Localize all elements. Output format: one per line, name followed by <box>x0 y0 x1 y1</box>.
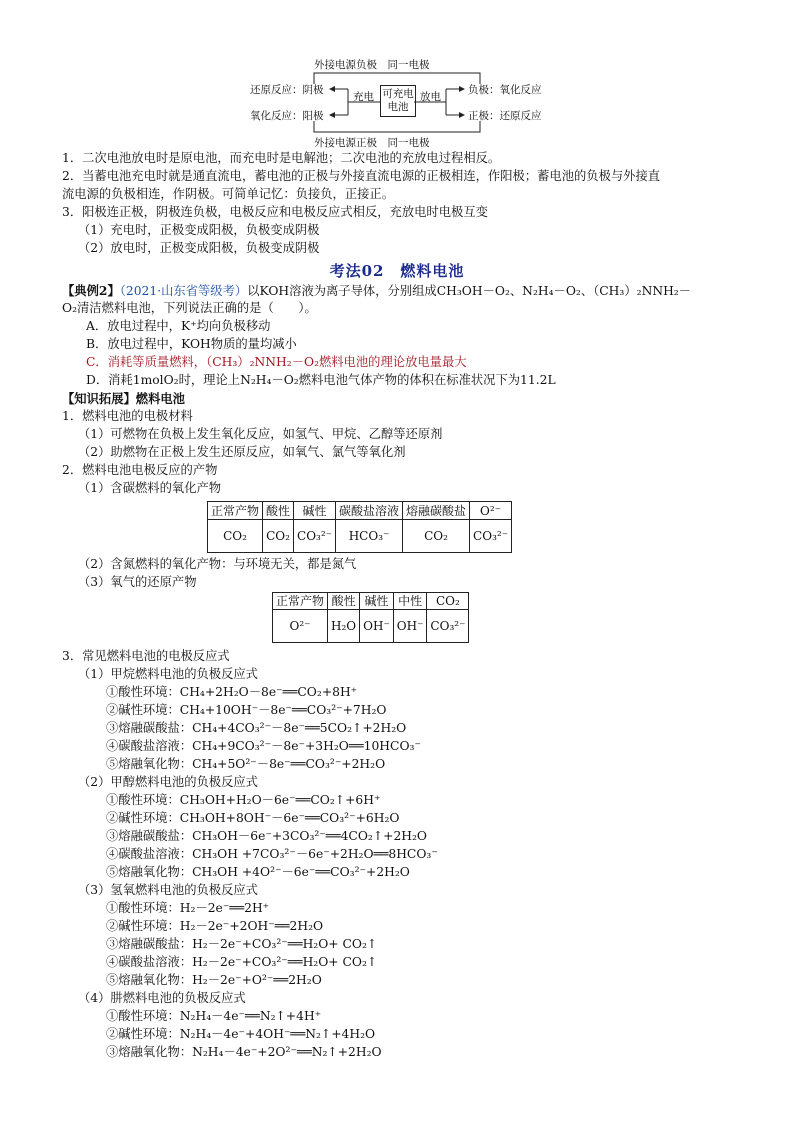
hydrazine-eq-3: ③熔融氧化物：N₂H₄－4e⁻+2O²⁻══N₂↑+2H₂O <box>106 1045 382 1059</box>
table-cell: H₂O <box>328 610 360 643</box>
charge-discharge-diagram <box>248 55 548 150</box>
knowledge-1-2: （2）助燃物在正极上发生还原反应，如氧气、氯气等氧化剂 <box>78 445 406 459</box>
example-source: （2021·山东省等级考） <box>119 284 248 298</box>
example-stem-a <box>62 282 691 300</box>
diagram-discharge-label: 放电 <box>420 91 441 103</box>
line-3-2: （2）放电时，正极变成阳极，负极变成阴极 <box>78 241 320 255</box>
methanol-title: （2）甲醇燃料电池的负极反应式 <box>78 775 258 789</box>
hydrogen-eq-2: ②碱性环境：H₂－2e⁻+2OH⁻══2H₂O <box>106 919 324 933</box>
diagram-right-top: 负极：氧化反应 <box>468 84 542 96</box>
carbon-products-table <box>207 501 512 553</box>
table-header: 熔融碳酸盐 <box>403 502 470 520</box>
methane-title: （1）甲烷燃料电池的负极反应式 <box>78 667 258 681</box>
hydrogen-eq-5: ⑤熔融氧化物：H₂－2e⁻+O²⁻══2H₂O <box>106 973 322 987</box>
methanol-eq-5: ⑤熔融氧化物：CH₃OH +4O²⁻－6e⁻══CO₃²⁻+2H₂O <box>106 865 410 879</box>
table-cell: CO₂ <box>403 520 470 553</box>
table-cell: CO₂ <box>208 520 263 553</box>
methanol-eq-3: ③熔融碳酸盐：CH₃OH－6e⁻+3CO₃²⁻══4CO₂↑+2H₂O <box>106 829 428 843</box>
methanol-eq-2: ②碱性环境：CH₃OH+8OH⁻－6e⁻══CO₃²⁻+6H₂O <box>106 811 400 825</box>
line-3: 3．阳极连正极，阴极连负极，电极反应和电极反应式相反，充放电时电极互变 <box>62 205 488 219</box>
option-b: B．放电过程中，KOH物质的量均减小 <box>86 337 297 351</box>
diagram-right-bottom: 正极：还原反应 <box>468 110 542 122</box>
methane-eq-4: ④碳酸盐溶液：CH₄+9CO₃²⁻－8e⁻+3H₂O══10HCO₃⁻ <box>106 739 421 753</box>
table-cell: CO₃²⁻ <box>294 520 336 553</box>
hydrazine-eq-1: ①酸性环境：N₂H₄－4e⁻══N₂↑+4H⁺ <box>106 1009 322 1023</box>
methane-eq-1: ①酸性环境：CH₄+2H₂O－8e⁻══CO₂+8H⁺ <box>106 685 358 699</box>
methane-eq-3: ③熔融碳酸盐：CH₄+4CO₃²⁻－8e⁻══5CO₂↑+2H₂O <box>106 721 407 735</box>
section-title: 考法02 燃料电池 <box>329 262 465 280</box>
knowledge-2-3: （3）氧气的还原产物 <box>78 575 197 589</box>
methanol-eq-4: ④碳酸盐溶液：CH₃OH +7CO₃²⁻－6e⁻+2H₂O══8HCO₃⁻ <box>106 847 438 861</box>
knowledge-3: 3．常见燃料电池的电极反应式 <box>62 649 230 663</box>
table-header: O²⁻ <box>470 502 512 520</box>
hydrogen-eq-1: ①酸性环境：H₂－2e⁻══2H⁺ <box>106 901 270 915</box>
table-header: 正常产物 <box>208 502 263 520</box>
table-header: 酸性 <box>328 593 360 610</box>
line-2b: 流电源的负极相连，作阴极。可简单记忆：负接负，正接正。 <box>62 187 395 201</box>
table-cell: OH⁻ <box>393 610 427 643</box>
hydrogen-eq-3: ③熔融碳酸盐：H₂－2e⁻+CO₃²⁻══H₂O+ CO₂↑ <box>106 937 378 951</box>
methane-eq-5: ⑤熔融氧化物：CH₄+5O²⁻－8e⁻══CO₃²⁻+2H₂O <box>106 757 386 771</box>
diagram-bottom-label: 外接电源正极 同一电极 <box>314 137 430 149</box>
option-a: A．放电过程中，K⁺均向负极移动 <box>86 319 271 333</box>
knowledge-1: 1．燃料电池的电极材料 <box>62 409 193 423</box>
option-c: C．消耗等质量燃料，（CH₃）₂NNH₂－O₂燃料电池的理论放电量最大 <box>86 355 467 369</box>
methane-eq-2: ②碱性环境：CH₄+10OH⁻－8e⁻══CO₃²⁻+7H₂O <box>106 703 387 717</box>
hydrogen-title: （3）氢氧燃料电池的负极反应式 <box>78 883 258 897</box>
example-stem-text: 以KOH溶液为离子导体，分别组成CH₃OH－O₂、N₂H₄－O₂、（CH₃）₂NNH₂－ <box>247 284 692 298</box>
table-cell: CO₂ <box>263 520 294 553</box>
table-header: 碱性 <box>294 502 336 520</box>
example-stem-b: O₂清洁燃料电池，下列说法正确的是（ ）。 <box>62 301 317 315</box>
diagram-top-label: 外接电源负极 同一电极 <box>314 59 430 71</box>
oxygen-products-table <box>272 592 469 643</box>
table-cell: CO₃²⁻ <box>470 520 512 553</box>
diagram-left-bottom: 氧化反应：阳极 <box>250 110 324 122</box>
hydrogen-eq-4: ④碳酸盐溶液：H₂－2e⁻+CO₃²⁻══H₂O+ CO₂↑ <box>106 955 378 969</box>
knowledge-2-1: （1）含碳燃料的氧化产物 <box>78 481 222 495</box>
line-1: 1．二次电池放电时是原电池，而充电时是电解池；二次电池的充放电过程相反。 <box>62 151 501 165</box>
table-cell: HCO₃⁻ <box>336 520 403 553</box>
methanol-eq-1: ①酸性环境：CH₃OH+H₂O－6e⁻══CO₂↑+6H⁺ <box>106 793 381 807</box>
knowledge-2: 2．燃料电池电极反应的产物 <box>62 463 218 477</box>
line-3-1: （1）充电时，正极变成阳极，负极变成阴极 <box>78 223 320 237</box>
hydrazine-eq-2: ②碱性环境：N₂H₄－4e⁻+4OH⁻══N₂↑+4H₂O <box>106 1027 376 1041</box>
table-cell: OH⁻ <box>360 610 394 643</box>
diagram-charge-label: 充电 <box>353 91 374 103</box>
table-cell: CO₃²⁻ <box>427 610 469 643</box>
knowledge-2-2: （2）含氮燃料的氧化产物：与环境无关，都是氮气 <box>78 557 357 571</box>
table-header: 酸性 <box>263 502 294 520</box>
knowledge-tag: 【知识拓展】燃料电池 <box>62 391 185 406</box>
diagram-left-top: 还原反应：阴极 <box>250 84 324 96</box>
table-header: 碱性 <box>360 593 394 610</box>
option-d: D．消耗1molO₂时，理论上N₂H₄－O₂燃料电池气体产物的体积在标准状况下为11.2L <box>86 373 556 387</box>
table-header: 中性 <box>393 593 427 610</box>
example-tag: 【典例2】 <box>62 283 120 298</box>
knowledge-1-1: （1）可燃物在负极上发生氧化反应，如氢气、甲烷、乙醇等还原剂 <box>78 427 443 441</box>
table-cell: O²⁻ <box>273 610 328 643</box>
table-header: CO₂ <box>427 593 469 610</box>
hydrazine-title: （4）肼燃料电池的负极反应式 <box>78 991 246 1005</box>
table-header: 正常产物 <box>273 593 328 610</box>
line-2a: 2．当蓄电池充电时就是通直流电，蓄电池的正极与外接直流电源的正极相连，作阳极；蓄电池的负极与外接直 <box>62 169 661 183</box>
table-header: 碳酸盐溶液 <box>336 502 403 520</box>
diagram-battery-box: 可充电 电池 <box>380 85 416 117</box>
